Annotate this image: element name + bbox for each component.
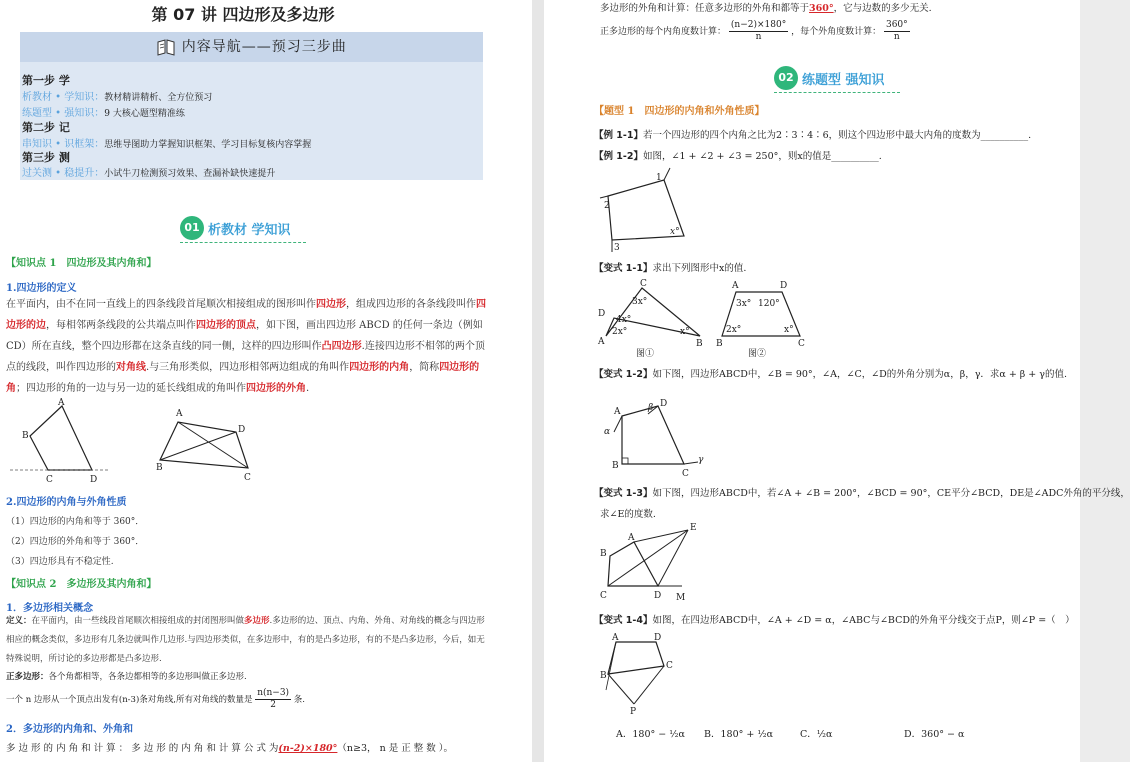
- variant-1-1-figures: [596, 278, 826, 358]
- section-underline: [180, 242, 306, 243]
- polygon-definition-paragraph: 定义：在平面内，由一些线段首尾顺次相接组成的封闭图形叫做多边形.多边形的边、顶点、内角、外角、对角线的概念与四边形相应的概念类似，多边形有几条边就叫作几边形.与四边形类似，在多边形中，有的是凸多边形，有的不是凸多边形，今后，如无特殊说明，所讨论的多边形都是凸多边形.: [6, 616, 485, 664]
- svg-text:B: B: [600, 671, 607, 681]
- variant-1-3-line-2: 求∠E的度数.: [600, 509, 656, 520]
- svg-text:A: A: [614, 407, 621, 417]
- quadrilateral-figure-1: [10, 398, 108, 485]
- page-divider: [532, 0, 544, 762]
- step-one: 第一步 学: [22, 74, 70, 87]
- variant-1-4: 【变式 1-4】如图，在四边形ABCD中，∠A + ∠D = α，∠ABC与∠BCD的外角平分线交于点P，则∠P =（ ）: [594, 615, 1075, 626]
- svg-text:D: D: [660, 399, 668, 409]
- left-page: [0, 0, 532, 762]
- svg-text:1: 1: [656, 173, 662, 183]
- exterior-sum-line: 多边形的外角和计算：任意多边形的外角和都等于360°，它与边数的多少无关.: [600, 3, 932, 14]
- svg-text:D: D: [238, 425, 246, 435]
- svg-text:P: P: [630, 707, 637, 717]
- example-1-2: 【例 1-2】如图，∠1 + ∠2 + ∠3 = 250°，则x的值是__________.: [594, 151, 882, 162]
- svg-text:D: D: [90, 475, 98, 485]
- svg-text:4x°: 4x°: [616, 315, 632, 325]
- content-navigation-box: [20, 32, 483, 180]
- subsection-angle-sums: 2．多边形的内角和、外角和: [6, 724, 133, 735]
- property-2: （2）四边形的外角和等于 360°．: [6, 537, 145, 547]
- svg-text:γ: γ: [698, 455, 704, 465]
- svg-text:A: A: [628, 533, 635, 543]
- interior-angle-sum-formula: 多 边 形 的 内 角 和 计 算 ： 多 边 形 的 内 角 和 计 算 公 式 为(n-2)×180°（n≥3， n 是 正 整 数 ）。: [6, 743, 454, 754]
- variant-1-4-figure: [598, 630, 708, 716]
- subsection-angle-properties: 2.四边形的内角与外角性质: [6, 497, 127, 508]
- svg-text:A: A: [598, 337, 605, 347]
- variant-figure-1: [597, 279, 703, 349]
- question-type-1: 【题型 1 四边形的内角和外角性质】: [594, 106, 765, 117]
- svg-text:3x°: 3x°: [632, 297, 648, 307]
- section-title: 析教材 学知识: [208, 223, 291, 238]
- svg-text:3x°: 3x°: [736, 299, 752, 309]
- step-two: 第二步 记: [22, 121, 70, 134]
- svg-text:E: E: [690, 523, 697, 533]
- property-1: （1）四边形的内角和等于 360°．: [6, 517, 145, 527]
- property-3: （3）四边形具有不稳定性.: [6, 557, 114, 567]
- svg-text:B: B: [612, 461, 619, 471]
- svg-text:A: A: [58, 398, 65, 408]
- regular-polygon-angle-formulas: 正多边形的每个内角度数计算： $\frac{(n-2)\times 180^\circ}{n}$ ，每个外角度数计算： $\frac{360^\circ}{n}$: [600, 20, 908, 42]
- nav-line-1: 析教材 • 学知识：教材精讲精析、全方位预习: [22, 92, 213, 103]
- svg-text:D: D: [654, 591, 662, 601]
- choice-c: C．½α: [800, 729, 833, 740]
- svg-text:C: C: [798, 339, 805, 349]
- svg-text:2x°: 2x°: [726, 325, 742, 335]
- nav-title: [20, 32, 483, 62]
- nav-line-4: 过关测 • 稳提升：小试牛刀检测预习效果、查漏补缺快速提升: [22, 168, 276, 179]
- variant-1-3-figure: [598, 520, 708, 604]
- svg-text:A: A: [732, 281, 739, 291]
- svg-text:C: C: [666, 661, 673, 671]
- nav-line-3: 串知识 • 识框架：思维导图助力掌握知识框架、学习目标复核内容掌握: [22, 139, 312, 150]
- variant-figure-2: [716, 281, 805, 349]
- section-title: 练题型 强知识: [802, 73, 885, 88]
- knowledge-point-2: 【知识点 2 多边形及其内角和】: [6, 579, 157, 590]
- svg-text:B: B: [696, 339, 703, 349]
- choice-a: A．180° − ½α: [616, 729, 685, 740]
- example-1-2-figure: [598, 166, 698, 252]
- svg-text:C: C: [46, 475, 53, 485]
- svg-text:D: D: [654, 633, 662, 643]
- svg-text:B: B: [156, 463, 163, 473]
- svg-text:C: C: [640, 279, 647, 289]
- section-underline: [774, 92, 900, 93]
- diagonal-count-formula: 一个 n 边形从一个顶点出发有(n-3)条对角线,所有对角线的数量是 $\frac{n(n-3)}{2}$ 条.: [6, 688, 305, 710]
- svg-text:B: B: [600, 549, 607, 559]
- example-1-1: 【例 1-1】若一个四边形的四个内角之比为2∶3∶4∶6，则这个四边形中最大内角的度数为__________.: [594, 130, 1032, 141]
- svg-text:β: β: [648, 403, 654, 413]
- svg-text:α: α: [604, 427, 611, 437]
- svg-text:B: B: [716, 339, 723, 349]
- variant-1-2: 【变式 1-2】如下图，四边形ABCD中，∠B = 90°，∠A，∠C，∠D的外角分别为α，β，γ．求α + β + γ的值.: [594, 369, 1067, 380]
- svg-text:120°: 120°: [758, 299, 780, 309]
- svg-text:A: A: [612, 633, 619, 643]
- nav-title-text: 内容导航——预习三步曲: [181, 39, 347, 55]
- book-icon: [156, 38, 176, 56]
- choice-d: D．360° − α: [904, 729, 965, 740]
- regular-polygon-definition: 正多边形：各个角都相等，各条边都相等的多边形叫做正多边形.: [6, 672, 247, 682]
- variant-1-3-line-1: 【变式 1-3】如下图，四边形ABCD中，若∠A + ∠B = 200°，∠BCD = 90°，CE平分∠BCD，DE是∠ADC外角的平分线，: [594, 488, 1130, 499]
- svg-text:C: C: [682, 469, 689, 479]
- svg-text:M: M: [676, 593, 686, 603]
- svg-text:2x°: 2x°: [612, 327, 628, 337]
- step-three: 第三步 测: [22, 151, 70, 164]
- section-number-badge: 01: [180, 216, 204, 240]
- svg-text:C: C: [244, 473, 251, 483]
- definition-paragraph: 在平面内，由不在同一直线上的四条线段首尾顺次相接组成的图形叫作四边形，组成四边形的各条线段叫作四边形的边，每相邻两条线段的公共端点叫作四边形的顶点，如下图，画出四边形 ABCD 的任何一条边（例如 CD）所在直线，整个四边形都在这条直线的同一侧，这样的四边形叫作凸四边形.连接四边形不相邻的两个顶点的线段，叫作四边形的对角线.与三角形类似，四边形相邻两边组成的角叫作四边形的内角，简称四边形的角；四边形的角的一边与另一边的延长线组成的角叫作四边形的外角.: [6, 299, 486, 394]
- svg-text:x°: x°: [784, 325, 794, 335]
- svg-text:2: 2: [604, 201, 610, 211]
- svg-text:D: D: [598, 309, 606, 319]
- svg-text:x°: x°: [670, 227, 680, 237]
- section-number-badge: 02: [774, 66, 798, 90]
- figure-caption-2: 图②: [748, 349, 767, 359]
- lesson-title: 第 07 讲 四边形及多边形: [151, 5, 335, 24]
- nav-line-2: 练题型 • 强知识：9 大核心题型精准练: [22, 108, 185, 119]
- svg-text:A: A: [176, 409, 183, 419]
- right-page: [544, 0, 1130, 762]
- knowledge-point-1: 【知识点 1 四边形及其内角和】: [6, 258, 157, 269]
- subsection-quadrilateral-definition: 1.四边形的定义: [6, 283, 77, 294]
- svg-text:B: B: [22, 431, 29, 441]
- subsection-polygon-concepts: 1．多边形相关概念: [6, 603, 93, 614]
- svg-text:C: C: [600, 591, 607, 601]
- quadrilateral-figure-2: [156, 409, 251, 483]
- svg-text:x°: x°: [680, 327, 690, 337]
- choice-b: B．180° + ½α: [704, 729, 773, 740]
- svg-text:3: 3: [614, 243, 620, 253]
- figure-caption-1: 图①: [636, 349, 655, 359]
- variant-1-2-figure: [602, 392, 712, 478]
- variant-1-1: 【变式 1-1】求出下列图形中x的值.: [594, 263, 747, 274]
- convex-quadrilateral-figures: [10, 398, 270, 488]
- svg-text:D: D: [780, 281, 788, 291]
